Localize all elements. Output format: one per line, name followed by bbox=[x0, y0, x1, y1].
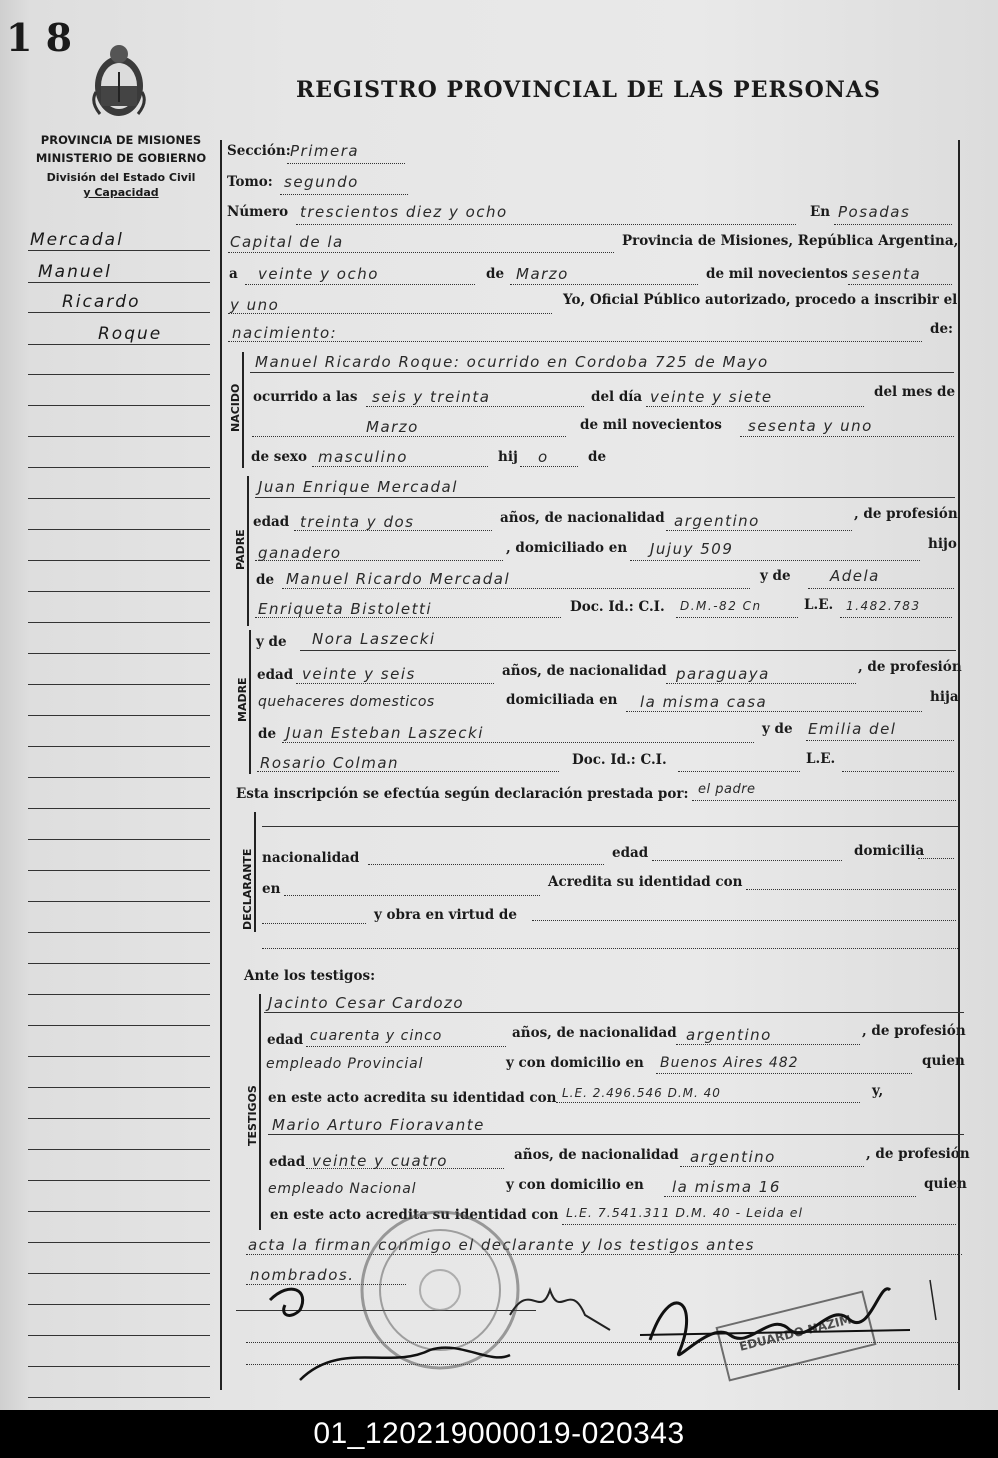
madre-profesion-label: , de profesión bbox=[858, 659, 962, 675]
declaracion-value: el padre bbox=[698, 782, 756, 797]
ocurrido-label: ocurrido a las bbox=[253, 389, 358, 405]
en-label: En bbox=[810, 204, 831, 220]
anio-inscripcion-value-2: y uno bbox=[230, 296, 280, 314]
declarante-section-border bbox=[254, 812, 256, 932]
padre-domicilio-label: , domiciliado en bbox=[506, 540, 628, 556]
declarante-en-label: en bbox=[262, 881, 281, 897]
document-title: REGISTRO PROVINCIAL DE LAS PERSONAS bbox=[296, 77, 881, 103]
testigo1-y-label: y, bbox=[872, 1083, 884, 1099]
tomo-value: segundo bbox=[284, 173, 359, 191]
hora-value: seis y treinta bbox=[372, 388, 491, 406]
org-province: PROVINCIA DE MISIONES bbox=[40, 133, 202, 147]
madre-hija-label: hija bbox=[930, 689, 959, 705]
madre-madre-name-2: Rosario Colman bbox=[260, 754, 400, 772]
dia-inscripcion-value: veinte y ocho bbox=[258, 265, 379, 283]
testigo2-edad-value: veinte y cuatro bbox=[312, 1152, 448, 1170]
nacido-section-border bbox=[242, 352, 244, 468]
padre-side-label: PADRE bbox=[234, 529, 247, 570]
anio-inscripcion-value-1: sesenta bbox=[852, 265, 922, 283]
madre-madre-name-1: Emilia del bbox=[808, 720, 897, 738]
seccion-value: Primera bbox=[290, 142, 360, 160]
padre-edad-label: edad bbox=[253, 514, 290, 530]
testigo2-quien-label: quien bbox=[924, 1176, 967, 1192]
testigo1-anios-label: años, de nacionalidad bbox=[512, 1025, 677, 1041]
testigos-section-border bbox=[259, 994, 261, 1230]
closing-line-1: acta la firman conmigo el declarante y los testigos antes bbox=[248, 1236, 755, 1254]
margin-surname: Mercadal bbox=[30, 230, 124, 250]
madre-domicilio-value: la misma casa bbox=[640, 693, 768, 711]
padre-y-de-label: y de bbox=[760, 568, 791, 584]
en-value: Posadas bbox=[838, 203, 911, 221]
mil-novecientos-label: de mil novecientos bbox=[706, 266, 848, 282]
testigo1-profesion-value: empleado Provincial bbox=[266, 1056, 424, 1072]
testigos-side-label: TESTIGOS bbox=[246, 1085, 259, 1146]
anio-nacimiento-value: sesenta y uno bbox=[748, 417, 873, 435]
padre-le-label: L.E. bbox=[804, 597, 834, 613]
declarante-side-label: DECLARANTE bbox=[241, 848, 254, 930]
de-colon-label: de: bbox=[930, 321, 954, 337]
padre-anios-label: años, de nacionalidad bbox=[500, 510, 665, 526]
testigo2-acredita-value: L.E. 7.541.311 D.M. 40 - Leida el bbox=[566, 1205, 803, 1220]
numero-value: trescientos diez y ocho bbox=[300, 203, 508, 221]
coat-of-arms-icon bbox=[88, 42, 150, 122]
padre-profesion-label: , de profesión bbox=[854, 506, 958, 522]
madre-y-de-label: y de bbox=[256, 634, 287, 650]
padre-nacionalidad-value: argentino bbox=[674, 512, 760, 530]
madre-section-border bbox=[249, 630, 251, 774]
testigo1-domicilio-label: y con domicilio en bbox=[506, 1055, 644, 1071]
org-division: División del Estado Civil bbox=[46, 171, 196, 184]
madre-de-label: de bbox=[258, 726, 277, 742]
testigo1-acredita-label: en este acto acredita su identidad con bbox=[268, 1090, 557, 1106]
org-ministry: MINISTERIO DE GOBIERNO bbox=[35, 151, 207, 165]
madre-y-de-label-2: y de bbox=[762, 721, 793, 737]
testigo1-nacionalidad-value: argentino bbox=[686, 1026, 772, 1044]
padre-hijo-label: hijo bbox=[928, 536, 957, 552]
del-mes-label: del mes de bbox=[874, 384, 956, 400]
declarante-nacionalidad-label: nacionalidad bbox=[262, 850, 360, 866]
padre-doc-label: Doc. Id.: C.I. bbox=[570, 599, 665, 615]
madre-doc-label: Doc. Id.: C.I. bbox=[572, 752, 667, 768]
testigo1-acredita-value: L.E. 2.496.546 D.M. 40 bbox=[562, 1086, 721, 1100]
testigo1-profesion-label: , de profesión bbox=[862, 1023, 966, 1039]
madre-profesion-value: quehaceres domesticos bbox=[258, 694, 435, 710]
testigo2-anios-label: años, de nacionalidad bbox=[514, 1147, 679, 1163]
padre-madre-name-2: Enriqueta Bistoletti bbox=[258, 600, 433, 618]
testigo2-nacionalidad-value: argentino bbox=[690, 1148, 776, 1166]
padre-edad-value: treinta y dos bbox=[300, 513, 415, 531]
madre-padre-name: Juan Esteban Laszecki bbox=[286, 724, 484, 742]
padre-name: Juan Enrique Mercadal bbox=[258, 478, 458, 496]
testigo2-profesion-value: empleado Nacional bbox=[268, 1181, 417, 1197]
madre-edad-label: edad bbox=[257, 667, 294, 683]
hij-value: o bbox=[538, 448, 549, 466]
declarante-domicilia-label: domicilia bbox=[854, 843, 925, 859]
oficial-text: Yo, Oficial Público autorizado, procedo a inscribir el bbox=[563, 292, 958, 308]
testigo1-quien-label: quien bbox=[922, 1053, 965, 1069]
testigo2-edad-label: edad bbox=[269, 1154, 306, 1170]
declarante-edad-label: edad bbox=[612, 845, 649, 861]
testigo2-domicilio-label: y con domicilio en bbox=[506, 1177, 644, 1193]
nacido-name-line: Manuel Ricardo Roque: ocurrido en Cordoba 725 de Mayo bbox=[255, 353, 769, 371]
numero-label: Número bbox=[227, 204, 289, 220]
de-label: de bbox=[486, 266, 505, 282]
margin-second-name: Ricardo bbox=[62, 292, 141, 312]
madre-edad-value: veinte y seis bbox=[302, 665, 416, 683]
a-label: a bbox=[229, 266, 238, 282]
padre-doc-value: D.M.-82 Cn bbox=[680, 599, 762, 613]
madre-name: Nora Laszecki bbox=[312, 630, 436, 648]
frame-left-border bbox=[220, 140, 222, 1390]
dia-nacimiento-value: veinte y siete bbox=[650, 388, 773, 406]
del-dia-label: del día bbox=[591, 389, 643, 405]
mes-nacimiento-value: Marzo bbox=[366, 418, 419, 436]
official-stamp-text: EDUARDO NAZIM bbox=[737, 1312, 853, 1354]
madre-le-label: L.E. bbox=[806, 751, 836, 767]
closing-line-2: nombrados. bbox=[250, 1266, 355, 1284]
madre-domicilio-label: domiciliada en bbox=[506, 692, 618, 708]
capital-value: Capital de la bbox=[230, 233, 344, 251]
madre-nacionalidad-value: paraguaya bbox=[676, 665, 770, 683]
testigo1-domicilio-value: Buenos Aires 482 bbox=[660, 1055, 799, 1071]
padre-le-value: 1.482.783 bbox=[846, 599, 921, 613]
sexo-label: de sexo bbox=[251, 449, 307, 465]
testigo2-domicilio-value: la misma 16 bbox=[672, 1178, 781, 1196]
testigo1-edad-value: cuarenta y cinco bbox=[310, 1028, 443, 1044]
margin-first-name: Manuel bbox=[38, 262, 112, 282]
hij-label: hij bbox=[498, 449, 518, 465]
inscribir-value: nacimiento: bbox=[232, 324, 338, 342]
org-capacity: y Capacidad bbox=[83, 186, 159, 199]
testigo2-profesion-label: , de profesión bbox=[866, 1146, 970, 1162]
frame-right-border bbox=[958, 140, 960, 1390]
padre-domicilio-value: Jujuy 509 bbox=[650, 540, 734, 558]
declarante-obra-label: y obra en virtud de bbox=[374, 907, 517, 923]
padre-padre-name: Manuel Ricardo Mercadal bbox=[286, 570, 511, 588]
padre-de-label: de bbox=[256, 572, 275, 588]
archive-footer bbox=[0, 1410, 998, 1458]
madre-anios-label: años, de nacionalidad bbox=[502, 663, 667, 679]
archive-code: 01_120219000019-020343 bbox=[313, 1417, 685, 1450]
nacido-side-label: NACIDO bbox=[229, 383, 242, 432]
provincia-text: Provincia de Misiones, República Argentina, bbox=[622, 233, 959, 249]
testigo1-name: Jacinto Cesar Cardozo bbox=[268, 994, 465, 1012]
testigo1-edad-label: edad bbox=[267, 1032, 304, 1048]
padre-section-border bbox=[247, 476, 249, 626]
nacido-mil-novecientos-label: de mil novecientos bbox=[580, 417, 722, 433]
madre-side-label: MADRE bbox=[236, 677, 249, 722]
margin-third-name: Roque bbox=[98, 324, 163, 344]
mes-inscripcion-value: Marzo bbox=[516, 265, 569, 283]
testigos-ante-label: Ante los testigos: bbox=[244, 968, 376, 984]
sexo-value: masculino bbox=[318, 448, 408, 466]
padre-profesion-value: ganadero bbox=[258, 544, 342, 562]
signatures-icon bbox=[230, 1260, 970, 1400]
tomo-label: Tomo: bbox=[227, 174, 273, 190]
seccion-label: Sección: bbox=[227, 143, 291, 159]
declaracion-text: Esta inscripción se efectúa según declaración prestada por: bbox=[236, 786, 689, 802]
page-number: 1 8 bbox=[6, 15, 73, 60]
declarante-acredita-label: Acredita su identidad con bbox=[548, 874, 743, 890]
nacido-de-label: de bbox=[588, 449, 607, 465]
padre-madre-name-1: Adela bbox=[830, 567, 880, 585]
testigo2-acredita-label: en este acto acredita su identidad con bbox=[270, 1207, 559, 1223]
testigo2-name: Mario Arturo Fioravante bbox=[272, 1116, 485, 1134]
